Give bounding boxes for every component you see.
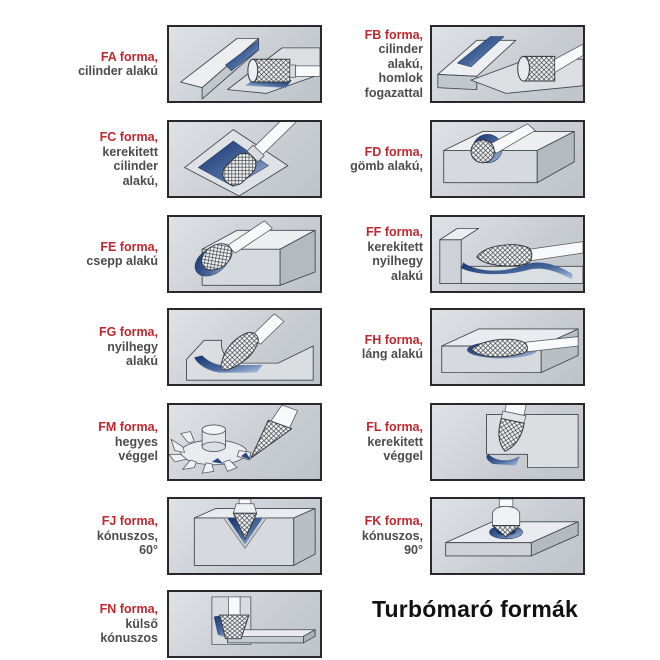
inverted-taper-burr-illustration [169, 592, 320, 656]
item-code-fc: FC forma, [99, 130, 158, 144]
item-desc-line: véggel [383, 449, 423, 464]
item-desc-line: külső [125, 616, 158, 631]
item-desc-line: alakú [126, 354, 158, 369]
item-desc-line: kerekitett [367, 239, 423, 254]
label-fh [301, 308, 423, 386]
item-desc-line: cilinder [113, 159, 158, 173]
item-code-fl: FL forma, [366, 420, 423, 435]
drop-burr-illustration [169, 217, 320, 291]
cone-90-burr-illustration [432, 499, 583, 573]
page-title: Turbómaró formák [372, 596, 578, 622]
item-desc-line: 60° [139, 543, 158, 558]
item-desc-line: hegyes [114, 434, 158, 449]
item-code-fg: FG forma, [98, 325, 158, 340]
item-desc-line: homlok [378, 71, 423, 86]
panel-fh [430, 308, 585, 386]
panel-fg [167, 308, 322, 386]
ball-burr-illustration [432, 122, 583, 196]
label-fl [301, 403, 423, 481]
item-code-fb: FB forma, [364, 27, 423, 42]
item-code-fm: FM forma, [98, 420, 158, 435]
panel-fm [167, 403, 322, 481]
item-code-fj: FJ forma, [101, 514, 158, 529]
item-desc-line: láng alakú [361, 347, 423, 361]
item-desc-line: alakú [391, 268, 423, 283]
label-fc [36, 120, 158, 198]
item-desc-line: fogazattal [364, 85, 423, 100]
panel-fc [167, 120, 322, 198]
label-fb [301, 25, 423, 103]
cylinder-endcut-burr-illustration [432, 27, 583, 101]
cone-60-burr-illustration [169, 499, 320, 573]
panel-fn [167, 590, 322, 658]
label-fa [36, 25, 158, 103]
pointed-cone-burr-impeller-illustration [169, 405, 320, 479]
label-fk [301, 497, 423, 575]
cylinder-burr-illustration [169, 27, 320, 101]
label-fn [36, 590, 158, 658]
panel-fa [167, 25, 322, 103]
item-code-fe: FE forma, [100, 239, 158, 254]
round-nose-cone-burr-illustration [432, 405, 583, 479]
item-desc-line: kónuszos, [361, 528, 423, 543]
item-desc-line: csepp alakú [86, 254, 158, 268]
item-desc-line: kerekitett [102, 144, 158, 159]
item-desc-line: kónuszos [100, 631, 158, 646]
item-code-fd: FD forma, [364, 144, 423, 159]
item-desc-line: nyilhegy [107, 339, 158, 354]
item-code-fa: FA forma, [100, 49, 158, 64]
panel-fe [167, 215, 322, 293]
panel-ff [430, 215, 585, 293]
label-fe [36, 215, 158, 293]
item-code-ff: FF forma, [366, 225, 423, 239]
item-code-fn: FN forma, [99, 602, 158, 617]
label-fg [36, 308, 158, 386]
panel-fd [430, 120, 585, 198]
item-desc-line: alakú, [387, 56, 423, 71]
item-desc-line: cilinder [378, 42, 423, 57]
item-desc-line: kónuszos, [96, 528, 158, 543]
item-desc-line: gömb alakú, [350, 159, 423, 173]
label-ff [301, 215, 423, 293]
item-desc-line: alakú, [122, 173, 158, 188]
label-fd [301, 120, 423, 198]
panel-fb [430, 25, 585, 103]
panel-fl [430, 403, 585, 481]
label-fm [36, 403, 158, 481]
pointed-tree-burr-illustration [169, 310, 320, 384]
label-fj [36, 497, 158, 575]
item-desc-line: cilinder alakú [78, 64, 158, 78]
item-desc-line: kerekitett [367, 434, 423, 449]
flame-burr-illustration [432, 310, 583, 384]
item-desc-line: véggel [118, 449, 158, 464]
panel-fj [167, 497, 322, 575]
item-code-fh: FH forma, [364, 332, 423, 347]
item-desc-line: 90° [404, 543, 423, 558]
item-code-fk: FK forma, [364, 514, 423, 529]
rounded-tree-burr-illustration [432, 217, 583, 291]
rounded-cylinder-burr-illustration [169, 122, 320, 196]
item-desc-line: nyilhegy [372, 254, 423, 268]
panel-fk [430, 497, 585, 575]
